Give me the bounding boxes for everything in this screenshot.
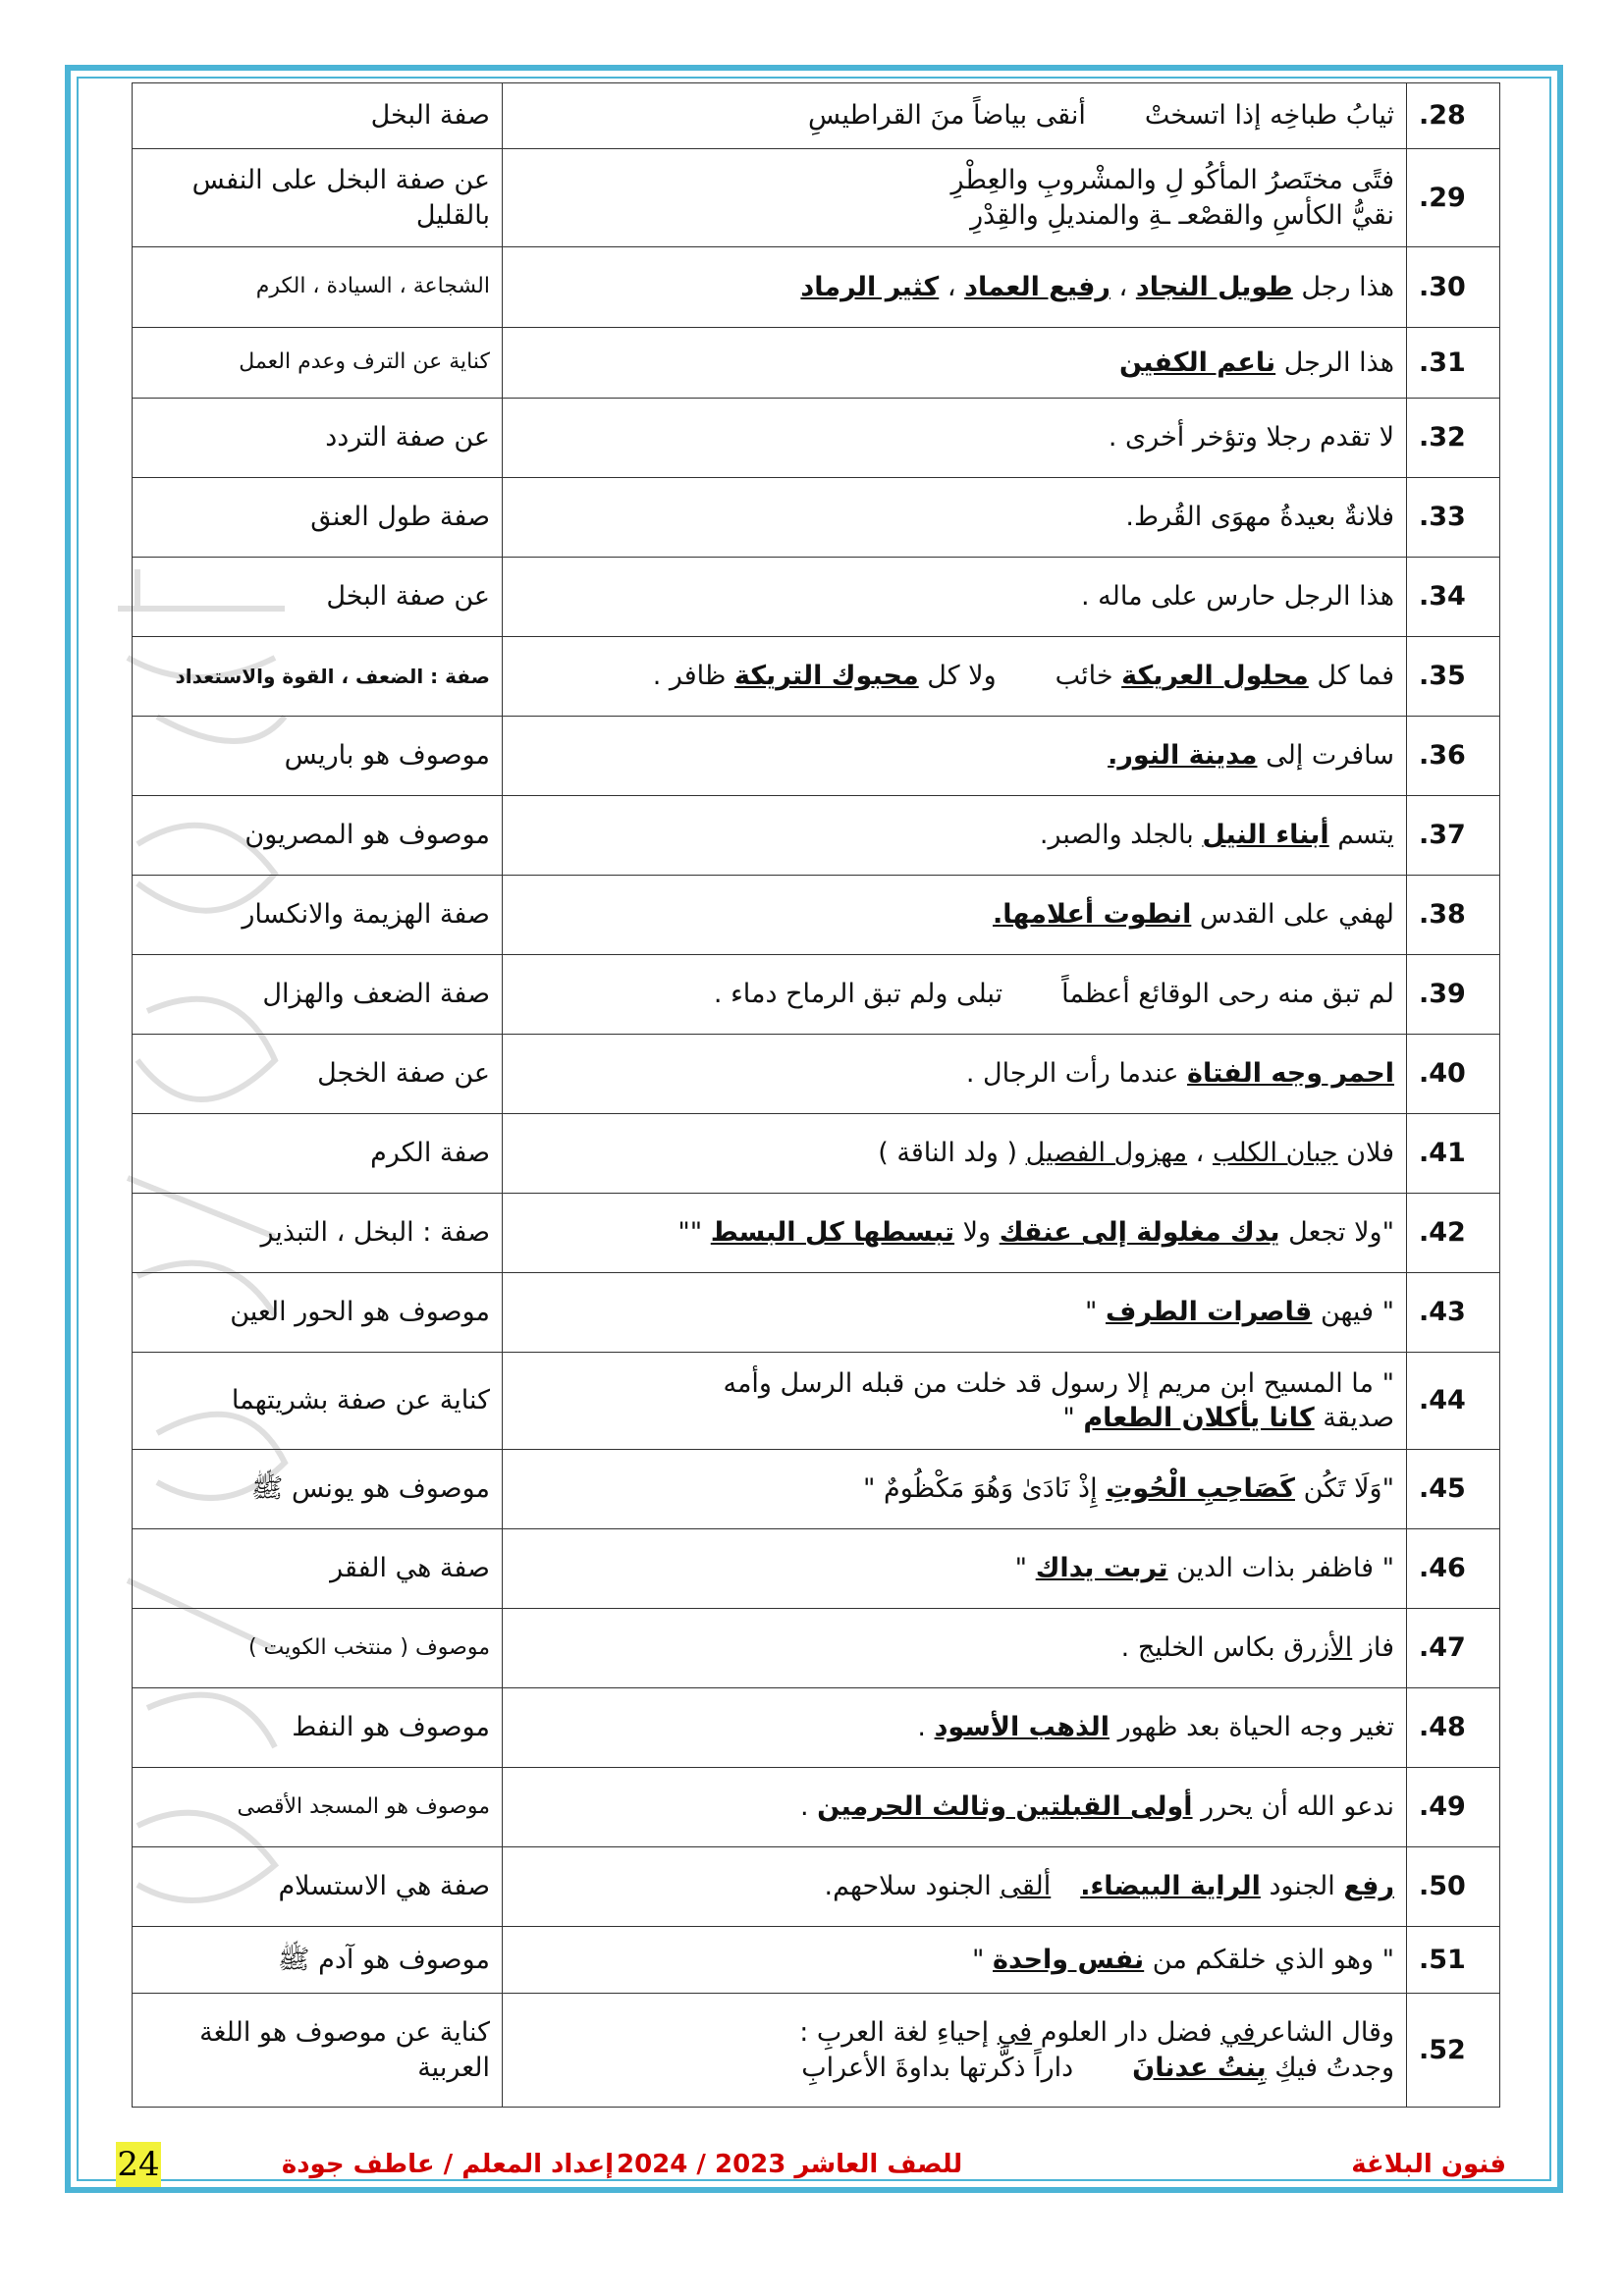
row-note: عن صفة التردد [133,399,503,478]
row-text: هذا الرجل حارس على ماله . [503,558,1407,637]
footer-author: إعداد المعلم / عاطف جودة [281,2150,614,2179]
row-note: صفة الكرم [133,1114,503,1194]
row-note: موصوف هو المصريون [133,796,503,876]
row-note: كناية عن موصوف هو اللغة العربية [133,1994,503,2108]
table-row [133,717,1500,796]
row-note: موصوف هو الحور العين [133,1273,503,1353]
row-note: كناية عن الترف وعدم العمل [133,328,503,399]
row-note: صفة الهزيمة والانكسار [133,876,503,955]
row-number: .50 [1407,1847,1500,1927]
table-row [133,328,1500,399]
table-row [133,1994,1500,2108]
page-footer [0,2142,1624,2187]
row-number: .35 [1407,637,1500,717]
table-row [133,247,1500,328]
row-number: .31 [1407,328,1500,399]
row-note: صفة : البخل ، التبذير [133,1194,503,1273]
footer-grade: للصف العاشر 2023 / 2024 [617,2150,963,2179]
row-number: .39 [1407,955,1500,1035]
row-text: " وهو الذي خلقكم من نفس واحدة " [503,1927,1407,1994]
row-note: موصوف هو المسجد الأقصى [133,1768,503,1847]
row-note: عن صفة البخل على النفس بالقليل [133,149,503,247]
row-number: .49 [1407,1768,1500,1847]
row-number: .37 [1407,796,1500,876]
table-row [133,1927,1500,1994]
row-text: "ولا تجعل يدك مغلولة إلى عنقك ولا تبسطها كل البسط "" [503,1194,1407,1273]
table-row [133,1035,1500,1114]
row-text: يتسم أبناء النيل بالجلد والصبر. [503,796,1407,876]
row-number: .40 [1407,1035,1500,1114]
row-text: احمر وجه الفتاة عندما رأت الرجال . [503,1035,1407,1114]
table-row [133,83,1500,149]
row-number: .38 [1407,876,1500,955]
row-number: .29 [1407,149,1500,247]
table-row [133,399,1500,478]
row-text: ثيابُ طباخِه إذا اتسختْأنقى بياضاً منَ القراطيسِ [503,83,1407,149]
row-number: .30 [1407,247,1500,328]
row-note: صفة هي الفقر [133,1529,503,1609]
row-number: .34 [1407,558,1500,637]
row-text: هذا رجل طويل النجاد ، رفيع العماد ، كثير الرماد [503,247,1407,328]
table-row [133,478,1500,558]
row-note: صفة البخل [133,83,503,149]
table-row [133,1688,1500,1768]
row-note: كناية عن صفة بشريتهما [133,1353,503,1450]
row-number: .52 [1407,1994,1500,2108]
table-row [133,1450,1500,1529]
table-row [133,1609,1500,1688]
row-note: موصوف ( منتخب الكويت ) [133,1609,503,1688]
row-text: فلان جبان الكلب ، مهزول الفصيل ( ولد الناقة ) [503,1114,1407,1194]
table-row [133,1529,1500,1609]
row-number: .33 [1407,478,1500,558]
row-text: فتًى مختَصرُ المأكُو لِ والمشْروبِ والعِطْرِ نقيُّ الكأسِ والقصْعـ ـةِ والمنديلِ والقِدْرِ [503,149,1407,247]
row-note: صفة : الضعف ، القوة والاستعداد [133,637,503,717]
row-text: تغير وجه الحياة بعد ظهور الذهب الأسود . [503,1688,1407,1768]
table-row [133,1353,1500,1450]
table-row [133,1847,1500,1927]
row-number: .46 [1407,1529,1500,1609]
row-number: .51 [1407,1927,1500,1994]
table-row [133,558,1500,637]
row-text: " فاظفر بذات الدين تربت يداك " [503,1529,1407,1609]
row-number: .48 [1407,1688,1500,1768]
row-number: .43 [1407,1273,1500,1353]
row-note: صفة هي الاستسلام [133,1847,503,1927]
row-note: عن صفة البخل [133,558,503,637]
row-number: .45 [1407,1450,1500,1529]
row-text: لم تبق منه رحى الوقائع أعظماًتبلى ولم تبق الرماح دماء . [503,955,1407,1035]
row-note: الشجاعة ، السيادة ، الكرم [133,247,503,328]
row-number: .42 [1407,1194,1500,1273]
table-row [133,1273,1500,1353]
row-note: عن صفة الخجل [133,1035,503,1114]
row-text: ندعو الله أن يحرر أولى القبلتين وثالث الحرمين . [503,1768,1407,1847]
row-number: .28 [1407,83,1500,149]
row-number: .32 [1407,399,1500,478]
table-row [133,637,1500,717]
row-text: فلانةٌ بعيدةُ مهوَى القُرط. [503,478,1407,558]
row-note: موصوف هو يونس ﷺ [133,1450,503,1529]
row-text: هذا الرجل ناعم الكفين [503,328,1407,399]
table-row [133,1768,1500,1847]
kinayah-table [132,82,1500,2108]
table-row [133,149,1500,247]
row-text: "وَلَا تَكُن كَصَاحِبِ الْحُوتِ إِذْ نَادَىٰ وَهُوَ مَكْظُومٌ " [503,1450,1407,1529]
row-text: وقال الشاعرفي فضل دار العلوم في إحياءِ لغة العربِ : وجدتُ فيكِ بِنتُ عدنانَداراً ذكَّرتها بداوةَ الأعرابِ [503,1994,1407,2108]
table-row [133,955,1500,1035]
row-number: .44 [1407,1353,1500,1450]
row-text: رفع الجنود الراية البيضاء.ألقى الجنود سلاحهم. [503,1847,1407,1927]
row-note: موصوف هو النفط [133,1688,503,1768]
row-text: فما كل محلول العريكة خائبولا كل محبوك التريكة ظافر . [503,637,1407,717]
page-number: 24 [116,2142,161,2187]
row-text: فاز الأزرق بكاس الخليج . [503,1609,1407,1688]
row-number: .47 [1407,1609,1500,1688]
row-note: صفة الضعف والهزال [133,955,503,1035]
row-note: موصوف هو آدم ﷺ [133,1927,503,1994]
table-row [133,1194,1500,1273]
row-text: لا تقدم رجلا وتؤخر أخرى . [503,399,1407,478]
row-text: " ما المسيح ابن مريم إلا رسول قد خلت من قبله الرسل وأمه صديقة كانا يأكلان الطعام " [503,1353,1407,1450]
row-note: موصوف هو باريس [133,717,503,796]
table-row [133,876,1500,955]
table-row [133,796,1500,876]
row-number: .41 [1407,1114,1500,1194]
table-row [133,1114,1500,1194]
row-note: صفة طول العنق [133,478,503,558]
footer-title: فنون البلاغة [1351,2150,1506,2179]
row-text: لهفي على القدس انطوت أعلامها. [503,876,1407,955]
row-text: سافرت إلى مدينة النور. [503,717,1407,796]
row-number: .36 [1407,717,1500,796]
row-text: " فيهن قاصرات الطرف " [503,1273,1407,1353]
